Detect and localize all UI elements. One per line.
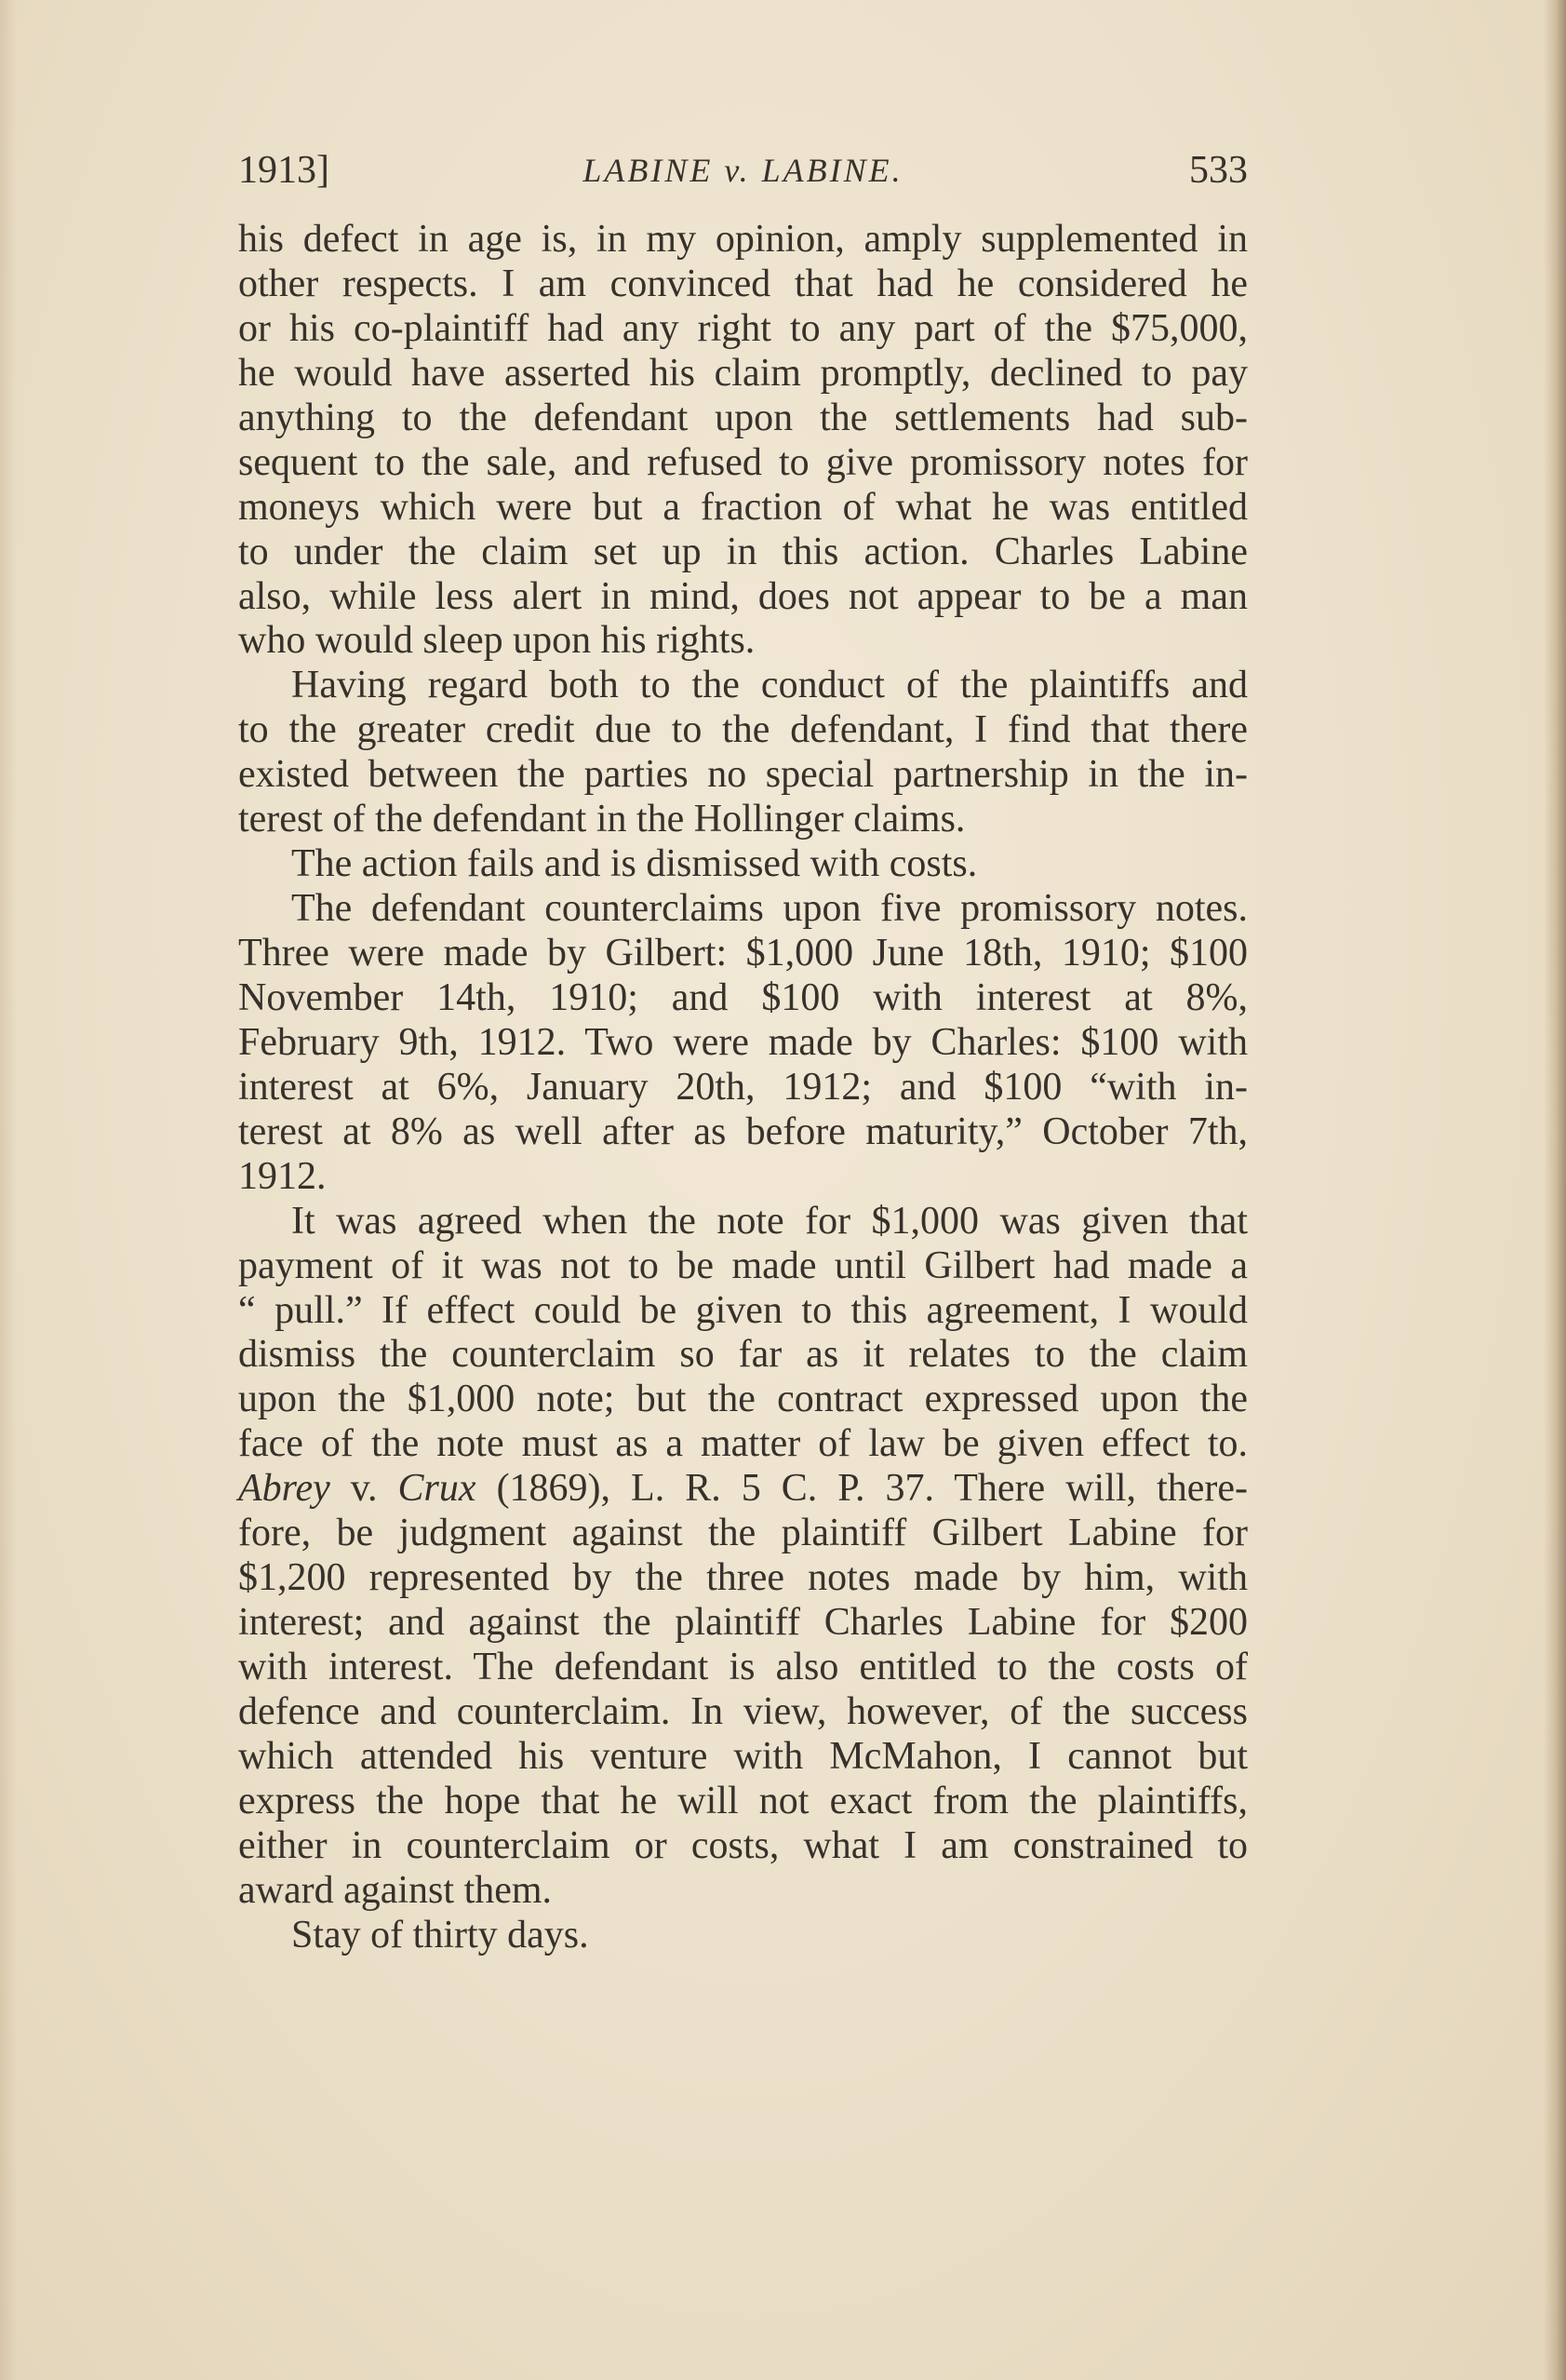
page-edge-left bbox=[0, 0, 17, 2380]
text-line: award against them. bbox=[238, 1868, 553, 1912]
paragraph bbox=[238, 1914, 1248, 1958]
text-line: “ pull.” If effect could be given to this agreement, I would bbox=[238, 1288, 1248, 1332]
text-line: interest; and against the plaintiff Charles Labine for $200 bbox=[238, 1601, 1248, 1645]
running-title: LABINE v. LABINE. bbox=[582, 152, 903, 189]
text-line: moneys which were but a fraction of what he was entitled bbox=[238, 485, 1248, 529]
text-line: he would have asserted his claim promptly, declined to pay bbox=[238, 351, 1248, 395]
paragraph bbox=[238, 218, 1248, 664]
text-line: Having regard both to the conduct of the plaintiffs and bbox=[291, 664, 1248, 707]
text-line: upon the $1,000 note; but the contract expressed upon the bbox=[238, 1378, 1248, 1421]
citation-text: v. bbox=[329, 1467, 398, 1511]
text-line: who would sleep upon his rights. bbox=[238, 619, 756, 663]
text-line: 1912. bbox=[238, 1154, 327, 1198]
text-line: Stay of thirty days. bbox=[291, 1913, 589, 1956]
body-text bbox=[238, 218, 1248, 1958]
text-line: or his co-plaintiff had any right to any part of the $75,000, bbox=[238, 306, 1248, 350]
text-line: existed between the parties no special partnership in the in- bbox=[238, 753, 1248, 797]
citation-text: (1869), L. R. 5 C. P. 37. There will, there- bbox=[475, 1467, 1248, 1511]
page-number: 533 bbox=[1189, 149, 1248, 192]
running-header bbox=[238, 145, 1248, 195]
text-line: to the greater credit due to the defendant, I find that there bbox=[238, 708, 1248, 752]
page-edge-right bbox=[1544, 0, 1566, 2380]
text-line: also, while less alert in mind, does not appear to be a man bbox=[238, 574, 1248, 618]
paragraph bbox=[238, 842, 1248, 887]
text-line: express the hope that he will not exact from the plaintiffs, bbox=[238, 1779, 1248, 1822]
text-line: interest at 6%, January 20th, 1912; and $100 “with in- bbox=[238, 1065, 1248, 1109]
text-line: face of the note must as a matter of law be given effect to. bbox=[238, 1422, 1248, 1466]
text-line: with interest. The defendant is also entitled to the costs of bbox=[238, 1646, 1248, 1688]
text-line: his defect in age is, in my opinion, amply supplemented in bbox=[238, 218, 1248, 261]
paragraph bbox=[238, 664, 1248, 842]
text-line-citation bbox=[238, 1467, 1248, 1512]
text-line: which attended his venture with McMahon, I cannot but bbox=[238, 1734, 1248, 1778]
paragraph bbox=[238, 1200, 1248, 1914]
text-line: The defendant counterclaims upon five promissory notes. bbox=[291, 887, 1248, 931]
text-line: anything to the defendant upon the settlements had sub- bbox=[238, 396, 1248, 439]
text-line: dismiss the counterclaim so far as it relates to the claim bbox=[238, 1333, 1248, 1377]
text-line: fore, be judgment against the plaintiff Gilbert Labine for bbox=[238, 1512, 1248, 1555]
text-line: sequent to the sale, and refused to give promissory notes for bbox=[238, 440, 1248, 484]
text-line: terest of the defendant in the Hollinger claims. bbox=[238, 798, 966, 841]
text-line: other respects. I am convinced that had he considered he bbox=[238, 262, 1248, 305]
text-line: payment of it was not to be made until Gilbert had made a bbox=[238, 1244, 1248, 1287]
paragraph bbox=[238, 887, 1248, 1200]
case-name: Crux bbox=[397, 1467, 476, 1511]
text-line: to under the claim set up in this action. Charles Labine bbox=[238, 530, 1248, 573]
text-line: $1,200 represented by the three notes made by him, with bbox=[238, 1556, 1248, 1600]
text-line: November 14th, 1910; and $100 with interest at 8%, bbox=[238, 975, 1248, 1019]
text-line: terest at 8% as well after as before maturity,” October 7th, bbox=[238, 1109, 1248, 1153]
text-line: Three were made by Gilbert: $1,000 June 18th, 1910; $100 bbox=[238, 932, 1248, 975]
text-line: defence and counterclaim. In view, however, of the success bbox=[238, 1689, 1248, 1733]
text-line: The action fails and is dismissed with costs. bbox=[291, 842, 978, 886]
text-line: February 9th, 1912. Two were made by Charles: $100 with bbox=[238, 1020, 1248, 1064]
case-name: Abrey bbox=[238, 1467, 330, 1511]
text-line: either in counterclaim or costs, what I am constrained to bbox=[238, 1823, 1248, 1867]
header-year: 1913] bbox=[238, 149, 329, 192]
text-line: It was agreed when the note for $1,000 was given that bbox=[291, 1199, 1248, 1243]
